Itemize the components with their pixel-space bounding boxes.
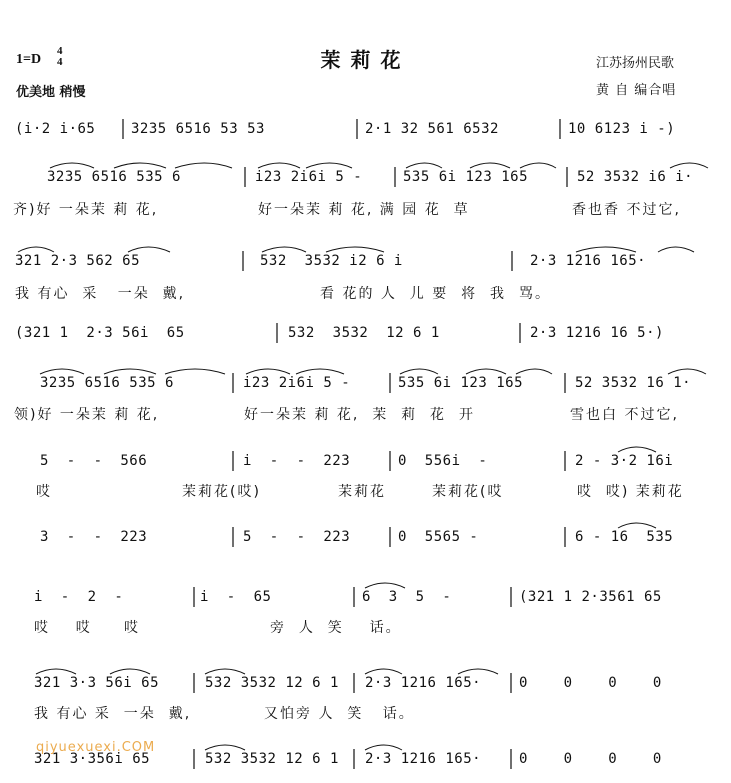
measure-notes: 5 - - 223 (243, 529, 351, 545)
measure-notes: 3 - - 223 (40, 529, 148, 545)
notation-row (0, 250, 731, 272)
lyric-text: 好一朵茉 莉 花, 满 园 花 草 (258, 202, 470, 218)
notation-row (0, 372, 731, 394)
notation-row (0, 586, 731, 608)
notation-row (0, 450, 731, 472)
notation-row (0, 526, 731, 548)
key-signature: 1=D (16, 52, 42, 67)
measure-notes: 0 5565 - (398, 529, 479, 545)
lyric-text: 领)好 一朵茉 莉 花, (14, 407, 160, 423)
page-title: 茉莉花 (320, 48, 411, 72)
arranger-credit: 黄 自 编合唱 (596, 83, 677, 98)
lyric-text: 看 花的 人 儿 要 将 我 骂。 (320, 286, 551, 302)
measure-notes: i23 2i6i 5 - (243, 375, 351, 391)
measure-notes: 2·3 1216 16 5·) (530, 325, 664, 341)
measure-notes: 2 - 3·2 16i (575, 453, 674, 469)
measure-notes: 0 0 0 0 (519, 751, 662, 767)
measure-notes: 532 3532 12 6 1 (288, 325, 440, 341)
measure-notes: (321 1 2·3561 65 (519, 589, 662, 605)
lyrics-row (0, 199, 731, 221)
measure-notes: 0 0 0 0 (519, 675, 662, 691)
lyric-text: 香也香 不过它, (572, 202, 681, 218)
measure-notes: i - 2 - (34, 589, 124, 605)
measure-notes: 6 - 16 535 (575, 529, 674, 545)
measure-notes: 2·3 1216 165· (365, 751, 482, 767)
measure-notes: 0 556i - (398, 453, 488, 469)
lyric-text: 齐)好 一朵茉 莉 花, (13, 202, 159, 218)
notation-row (0, 118, 731, 140)
measure-notes: 52 3532 i6 i· (577, 169, 694, 185)
measure-notes: 535 6i 123 165 (403, 169, 529, 185)
lyric-text: 我 有心 采 一朵 戴, (15, 286, 186, 302)
measure-notes: 321 3·356i 65 (34, 751, 151, 767)
measure-notes: 2·3 1216 165· (530, 253, 647, 269)
lyrics-row (0, 481, 731, 503)
lyric-text: 又怕旁 人 笑 话。 (264, 706, 415, 722)
measure-notes: 3235 6516 535 6 (47, 169, 181, 185)
lyrics-row (0, 703, 731, 725)
measure-notes: 6 3 5 - (362, 589, 452, 605)
time-signature (57, 46, 63, 68)
measure-notes: 532 3532 12 6 1 (205, 675, 339, 691)
notation-row (0, 672, 731, 694)
measure-notes: 5 - - 566 (40, 453, 148, 469)
measure-notes: 321 2·3 562 65 (15, 253, 141, 269)
measure-notes: 321 3·3 56i 65 (34, 675, 160, 691)
measure-notes: 2·1 32 561 6532 (365, 121, 499, 137)
lyric-text: 我 有心 采 一朵 戴, (34, 706, 192, 722)
measure-notes: (321 1 2·3 56i 65 (15, 325, 185, 341)
measure-notes: i23 2i6i 5 - (255, 169, 363, 185)
measure-notes: 532 3532 i2 6 i (260, 253, 403, 269)
notation-row (0, 322, 731, 344)
measure-notes: 3235 6516 53 53 (131, 121, 265, 137)
song-source: 江苏扬州民歌 (596, 56, 675, 71)
lyric-text: 茉莉花 (338, 484, 386, 500)
lyric-text: 哎 哎 哎 (34, 620, 141, 636)
measure-notes: 2·3 1216 165· (365, 675, 482, 691)
lyric-text: 哎 (36, 484, 52, 500)
lyrics-row (0, 404, 731, 426)
measure-notes: i - 65 (200, 589, 272, 605)
measure-notes: 52 3532 16 1· (575, 375, 692, 391)
measure-notes: 3235 6516 535 6 (40, 375, 174, 391)
meter-top: 4 (57, 45, 63, 57)
tempo-marking: 优美地 稍慢 (16, 85, 86, 100)
lyrics-row (0, 617, 731, 639)
watermark: qiyuexuexi.COM (36, 740, 156, 755)
lyrics-row (0, 283, 731, 305)
measure-notes: i - - 223 (243, 453, 351, 469)
lyric-text: 旁 人 笑 话。 (270, 620, 402, 636)
lyric-text: 茉莉花(哎) (182, 484, 261, 500)
measure-notes: 535 6i 123 165 (398, 375, 524, 391)
notation-row (0, 166, 731, 188)
lyric-text: 雪也白 不过它, (570, 407, 679, 423)
measure-notes: 532 3532 12 6 1 (205, 751, 339, 767)
lyric-text: 茉莉花(哎 (432, 484, 504, 500)
measure-notes: (i·2 i·65 (15, 121, 96, 137)
meter-bottom: 4 (57, 56, 63, 68)
lyric-text: 哎 哎) 茉莉花 (577, 484, 684, 500)
lyric-text: 好一朵茉 莉 花, 茉 莉 花 开 (244, 407, 475, 423)
measure-notes: 10 6123 i -) (568, 121, 676, 137)
